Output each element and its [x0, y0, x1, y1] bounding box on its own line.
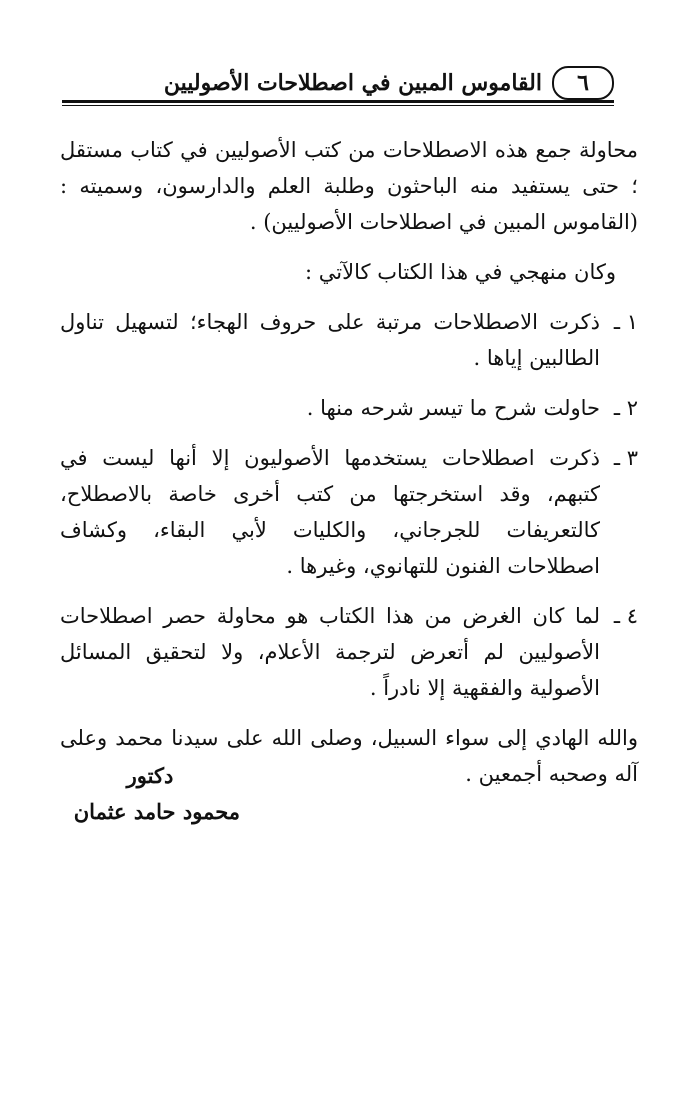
- page-body: [60, 132, 638, 802]
- list-item-text: ذكرت اصطلاحات يستخدمها الأصوليون إلا أنها ليست في كتبهم، وقد استخرجتها من كتب أخرى خاصة بالاصطلاح، كالتعريفات للجرجاني، والكليات لأبي البقاء، وكشاف اصطلاحات الفنون للتهانوي، وغيرها .: [60, 446, 600, 578]
- list-item-text: حاولت شرح ما تيسر شرحه منها .: [306, 396, 600, 420]
- list-item-text: لما كان الغرض من هذا الكتاب هو محاولة حصر اصطلاحات الأصوليين لم أتعرض لترجمة الأعلام، ولا لتحقيق المسائل الأصولية والفقهية إلا نادراً .: [60, 604, 600, 700]
- intro-paragraph: محاولة جمع هذه الاصطلاحات من كتب الأصوليين في كتاب مستقل ؛ حتى يستفيد منه الباحثون وطلبة العلم والدارسون، وسميته : (القاموس المبين في اصطلاحات الأصوليين) .: [60, 138, 638, 234]
- signature-block: [60, 758, 240, 830]
- list-item: [60, 598, 638, 706]
- list-item: [60, 390, 638, 426]
- page-header: [62, 62, 614, 104]
- page-number: ٦: [577, 70, 589, 96]
- closing-paragraph: والله الهادي إلى سواء السبيل، وصلى الله على سيدنا محمد وعلى آله وصحبه أجمعين .: [60, 726, 638, 786]
- list-item: [60, 304, 638, 376]
- list-item: [60, 440, 638, 584]
- header-rule-thin: [62, 105, 614, 106]
- list-item-number: ٢ ـ: [613, 396, 638, 420]
- signature-name: محمود حامد عثمان: [73, 799, 240, 824]
- list-item-number: ٤ ـ: [613, 604, 638, 628]
- list-item-number: ١ ـ: [613, 310, 638, 334]
- header-rule-thick: [62, 100, 614, 103]
- list-item-text: ذكرت الاصطلاحات مرتبة على حروف الهجاء؛ لتسهيل تناول الطالبين إياها .: [60, 310, 600, 370]
- method-line: وكان منهجي في هذا الكتاب كالآتي :: [305, 260, 616, 284]
- list-item-number: ٣ ـ: [613, 446, 638, 470]
- running-title: القاموس المبين في اصطلاحات الأصوليين: [163, 70, 542, 96]
- signature-title: دكتور: [126, 763, 174, 788]
- page-number-badge: [552, 66, 614, 100]
